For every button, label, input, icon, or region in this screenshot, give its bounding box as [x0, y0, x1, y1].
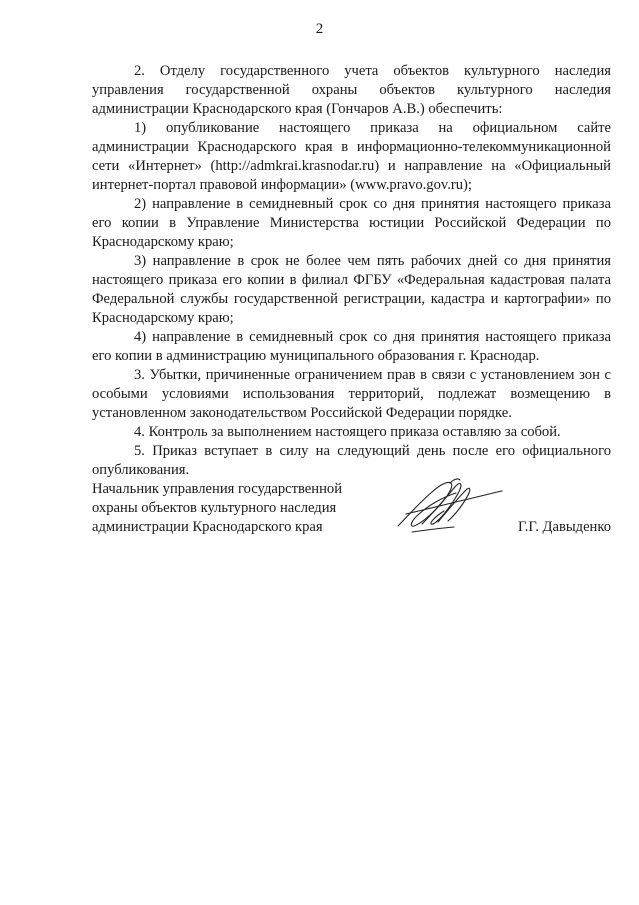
document-body [92, 62, 611, 480]
signer-name: Г.Г. Давыденко [517, 519, 611, 535]
signer-position-line: администрации Краснодарского края [92, 519, 323, 535]
signer-position [92, 480, 372, 537]
paragraph-subitem-1: 1) опубликование настоящего приказа на официальном сайте администрации Краснодарского края в информационно-телекоммуникационной сети «Интернет» (http://admkrai.krasnodar.ru) и направление на «Официальный интернет-портал правовой информации» (www.pravo.gov.ru); [92, 120, 611, 193]
paragraph-subitem-4: 4) направление в семидневный срок со дня принятия настоящего приказа его копии в администрацию муниципального образования г. Краснодар. [92, 329, 611, 364]
paragraph-item-4: 4. Контроль за выполнением настоящего приказа оставляю за собой. [134, 424, 561, 440]
paragraph-item-3: 3. Убытки, причиненные ограничением прав в связи с установлением зон с особыми условиями использования территорий, подлежат возмещению в установленном законодательством Российской Федерации порядке. [92, 367, 611, 421]
paragraph-item-2: 2. Отделу государственного учета объектов культурного наследия управления государственной охраны объектов культурного наследия администрации Краснодарского края (Гончаров А.В.) обеспечить: [92, 63, 611, 117]
page-number: 2 [315, 21, 324, 37]
paragraph-subitem-3: 3) направление в срок не более чем пять рабочих дней со дня принятия настоящего приказа его копии в филиал ФГБУ «Федеральная кадастровая палата Федеральной службы государственной регистрации, кадастра и картографии» по Краснодарскому краю; [92, 253, 611, 326]
paragraph-item-5: 5. Приказ вступает в силу на следующий день после его официального опубликования. [92, 443, 611, 478]
signer-position-line: Начальник управления государственной [92, 481, 343, 497]
handwritten-signature [392, 474, 507, 534]
signature-block [92, 480, 611, 550]
paragraph-subitem-2: 2) направление в семидневный срок со дня принятия настоящего приказа его копии в Управление Министерства юстиции Российской Федерации по Краснодарскому краю; [92, 196, 611, 250]
signer-position-line: охраны объектов культурного наследия [92, 500, 337, 516]
